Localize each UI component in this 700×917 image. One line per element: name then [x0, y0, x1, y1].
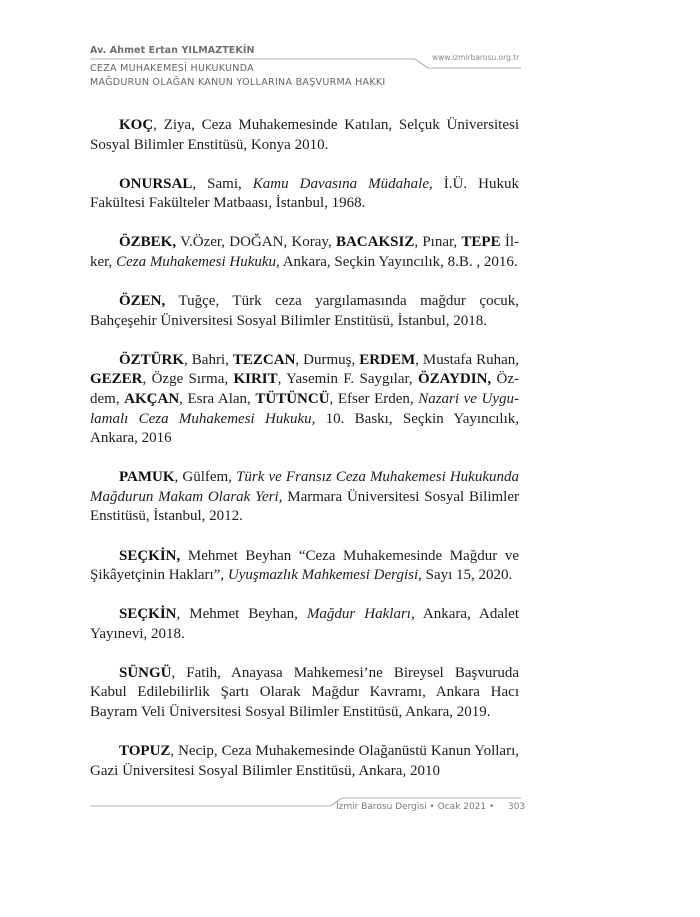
- entry-text: , Durmuş,: [295, 351, 360, 368]
- entry-text: Ankara, Adalet Yayınevi, 2018.: [90, 606, 519, 642]
- work-title: Türk ve Fransız Ceza Muhakemesi Hukukunda Mağdurun Makam Olarak Yeri,: [90, 469, 519, 505]
- entry-text: Özdem,: [90, 371, 519, 407]
- entry-text: Sayı 15, 2020.: [421, 567, 513, 584]
- entry-text: , Necip, Ceza Muhakemesinde Olağanüstü Kanun Yolları, Gazi Üniversitesi Sosyal Bilimler Enstitüsü, Ankara, 2010: [90, 743, 519, 779]
- author-name: ÖZBEK,: [119, 234, 177, 251]
- work-title: Mağdur Hakları,: [306, 606, 415, 623]
- author-name: TOPUZ: [119, 743, 171, 760]
- entry-text: 10. Baskı, Seçkin Yayıncılık, Ankara, 2016: [90, 410, 519, 447]
- entry-text: Tuğçe, Türk ceza yargılamasında mağdur çocuk, Bahçeşehir Üniversitesi Sosyal Bilimler Enstitüsü, İstanbul, 2018.: [90, 293, 519, 329]
- work-title: Nazari ve Uygulamalı Ceza Muhakemesi Hukuku,: [90, 390, 520, 427]
- author-name: BACAKSIZ: [335, 234, 415, 251]
- author-name: ÖZAYDIN,: [417, 371, 492, 388]
- author-name: GEZER: [90, 371, 143, 388]
- bibliography-entry: [90, 116, 519, 155]
- entry-text: İlker,: [90, 234, 519, 270]
- author-name: AKÇAN: [124, 390, 180, 407]
- entry-text: , Ziya, Ceza Muhakemesinde Katılan, Selçuk Üniversitesi Sosyal Bilimler Enstitüsü, Konya 2010.: [90, 117, 519, 153]
- author-name: PAMUK: [119, 469, 175, 486]
- work-title: Kamu Davasına Müdahale: [252, 175, 430, 192]
- entry-text: , Pınar,: [414, 234, 462, 251]
- author-name: ÖZEN,: [119, 293, 166, 310]
- entry-text: , Bahri,: [184, 351, 233, 368]
- author-name: ONURSAL: [119, 175, 193, 192]
- entry-text: , Yasemin F. Saygılar,: [277, 371, 418, 388]
- bibliography-entry: [90, 742, 519, 781]
- author-name: SEÇKİN: [119, 606, 177, 623]
- entry-text: , Efser Erden,: [329, 390, 419, 407]
- header-title-line1: CEZA MUHAKEMESİ HUKUKUNDA: [90, 63, 254, 74]
- author-name: ERDEM: [359, 351, 416, 368]
- author-name: ÖZTÜRK: [119, 351, 185, 368]
- page-number: 303: [508, 802, 526, 812]
- entry-text: , Fatih, Anayasa Mahkemesi’ne Bireysel Başvuruda Kabul Edilebilirlik Şartı Olarak Mağdur Kavramı, Ankara Hacı Bayram Veli Üniversitesi Sosyal Bilimler Enstitüsü, Ankara, 2019.: [90, 664, 519, 721]
- bibliography-entry: [90, 468, 519, 527]
- entry-text: , Gülfem,: [174, 469, 237, 486]
- author-name: TEZCAN: [232, 351, 296, 368]
- bibliography-entry: [90, 175, 519, 214]
- author-name: TÜTÜNCÜ: [255, 390, 330, 407]
- entry-text: , İ.Ü. Hukuk Fakültesi Fakülteler Matbaası, İstanbul, 1968.: [90, 175, 519, 212]
- footer-journal: İzmir Barosu Dergisi • Ocak 2021 •: [336, 802, 495, 812]
- bibliography-entry: [90, 233, 519, 272]
- bibliography-entry: [90, 292, 519, 331]
- header-author: Av. Ahmet Ertan YILMAZTEKİN: [90, 45, 255, 56]
- bibliography-entry: [90, 664, 519, 723]
- entry-text: V.Özer, DOĞAN, Koray,: [176, 234, 336, 251]
- entry-text: , Mehmet Beyhan,: [176, 606, 307, 623]
- header-url: www.izmirbarosu.org.tr: [432, 53, 520, 62]
- entry-text: , Sami,: [192, 175, 253, 192]
- entry-text: , Mustafa Ruhan,: [415, 351, 519, 368]
- author-name: KIRIT: [233, 371, 278, 388]
- work-title: Uyuşmazlık Mahkemesi Dergisi,: [227, 567, 422, 584]
- work-title: Ceza Muhakemesi Hukuku,: [116, 253, 280, 270]
- entry-text: , Özge Sırma,: [142, 371, 234, 388]
- entry-text: Marmara Üniversitesi Sosyal Bilimler Enstitüsü, İstanbul, 2012.: [90, 488, 519, 525]
- entry-text: Ankara, Seçkin Yayıncılık, 8.B. , 2016.: [279, 253, 518, 270]
- bibliography-entry: [90, 605, 519, 644]
- author-name: SEÇKİN,: [119, 547, 181, 564]
- bibliography-entry: [90, 547, 519, 586]
- bibliography-list: [90, 116, 519, 801]
- author-name: SÜNGÜ: [119, 664, 172, 681]
- entry-text: Mehmet Beyhan “Ceza Muhakemesinde Mağdur ve Şikâyetçinin Hakları”,: [90, 547, 519, 584]
- entry-text: , Esra Alan,: [179, 390, 256, 407]
- author-name: KOÇ: [119, 117, 154, 133]
- author-name: TEPE: [461, 234, 501, 251]
- bibliography-entry: [90, 351, 519, 449]
- header-title-line2: MAĞDURUN OLAĞAN KANUN YOLLARINA BAŞVURMA HAKKI: [90, 77, 386, 88]
